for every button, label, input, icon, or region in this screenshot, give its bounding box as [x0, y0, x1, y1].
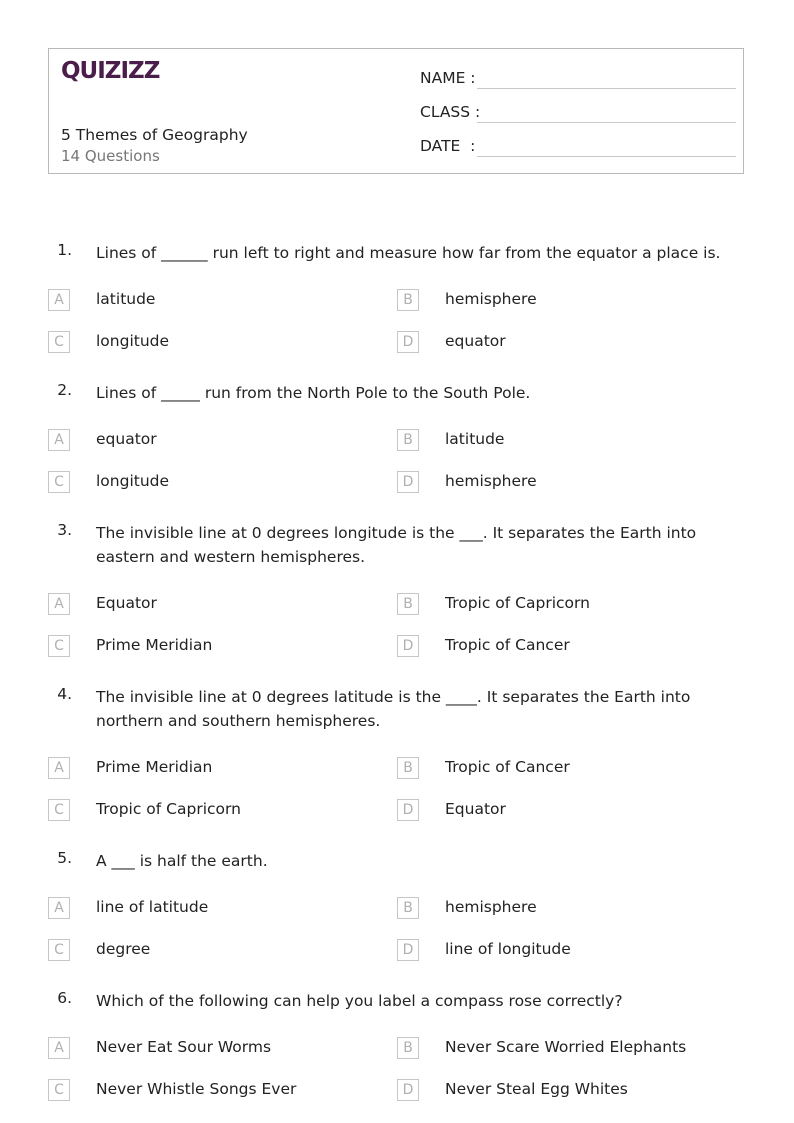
option-letter-a[interactable]: A: [48, 897, 70, 919]
option-letter-d[interactable]: D: [397, 799, 419, 821]
option-text-a[interactable]: line of latitude: [96, 898, 209, 916]
option-text-b[interactable]: hemisphere: [445, 290, 537, 308]
question-text: The invisible line at 0 degrees latitude is the ____. It separates the Earth into northern and southern hemispheres.: [96, 688, 691, 730]
date-label: DATE :: [420, 137, 476, 155]
option-text-b[interactable]: hemisphere: [445, 898, 537, 916]
date-line[interactable]: [477, 156, 736, 157]
option-text-b[interactable]: Tropic of Cancer: [445, 758, 570, 776]
option-text-a[interactable]: Never Eat Sour Worms: [96, 1038, 272, 1056]
option-text-c[interactable]: degree: [96, 940, 151, 958]
option-letter-c[interactable]: C: [48, 799, 70, 821]
class-line[interactable]: [477, 122, 736, 123]
option-letter-a[interactable]: A: [48, 757, 70, 779]
question-text: A ___ is half the earth.: [96, 852, 268, 870]
option-text-d[interactable]: Equator: [445, 800, 506, 818]
worksheet-header: [48, 48, 744, 174]
option-letter-b[interactable]: B: [397, 757, 419, 779]
question-text: Lines of _____ run from the North Pole to the South Pole.: [96, 384, 531, 402]
option-text-d[interactable]: hemisphere: [445, 472, 537, 490]
option-text-c[interactable]: longitude: [96, 332, 170, 350]
option-text-a[interactable]: latitude: [96, 290, 156, 308]
option-letter-a[interactable]: A: [48, 1037, 70, 1059]
option-letter-b[interactable]: B: [397, 429, 419, 451]
option-text-a[interactable]: Prime Meridian: [96, 758, 213, 776]
option-letter-c[interactable]: C: [48, 471, 70, 493]
question-text: The invisible line at 0 degrees longitude is the ___. It separates the Earth into eastern and western hemispheres.: [96, 524, 697, 566]
option-letter-c[interactable]: C: [48, 635, 70, 657]
option-text-c[interactable]: Tropic of Capricorn: [96, 800, 241, 818]
option-letter-c[interactable]: C: [48, 331, 70, 353]
name-label: NAME :: [420, 69, 476, 87]
date-field[interactable]: [420, 137, 735, 157]
option-text-b[interactable]: Tropic of Capricorn: [445, 594, 590, 612]
question-number: 5.: [57, 849, 72, 867]
option-letter-d[interactable]: D: [397, 471, 419, 493]
name-line[interactable]: [477, 88, 736, 89]
question-count: 14 Questions: [61, 147, 160, 165]
option-text-d[interactable]: line of longitude: [445, 940, 571, 958]
name-field[interactable]: [420, 69, 735, 89]
option-letter-d[interactable]: D: [397, 331, 419, 353]
question-text: Lines of ______ run left to right and measure how far from the equator a place is.: [96, 244, 721, 262]
option-letter-a[interactable]: A: [48, 429, 70, 451]
option-letter-b[interactable]: B: [397, 897, 419, 919]
question-number: 1.: [57, 241, 72, 259]
option-letter-d[interactable]: D: [397, 1079, 419, 1101]
option-text-b[interactable]: Never Scare Worried Elephants: [445, 1038, 687, 1056]
option-letter-c[interactable]: C: [48, 1079, 70, 1101]
option-text-d[interactable]: Never Steal Egg Whites: [445, 1080, 628, 1098]
question-number: 2.: [57, 381, 72, 399]
question-number: 3.: [57, 521, 72, 539]
option-text-c[interactable]: longitude: [96, 472, 170, 490]
option-text-b[interactable]: latitude: [445, 430, 505, 448]
option-text-a[interactable]: equator: [96, 430, 157, 448]
option-text-a[interactable]: Equator: [96, 594, 157, 612]
question-number: 6.: [57, 989, 72, 1007]
option-text-d[interactable]: equator: [445, 332, 506, 350]
option-letter-d[interactable]: D: [397, 939, 419, 961]
option-letter-a[interactable]: A: [48, 593, 70, 615]
option-letter-d[interactable]: D: [397, 635, 419, 657]
option-text-c[interactable]: Prime Meridian: [96, 636, 213, 654]
option-letter-c[interactable]: C: [48, 939, 70, 961]
class-label: CLASS :: [420, 103, 481, 121]
option-text-d[interactable]: Tropic of Cancer: [445, 636, 570, 654]
worksheet-title: 5 Themes of Geography: [61, 126, 248, 144]
question-number: 4.: [57, 685, 72, 703]
question-text: Which of the following can help you label a compass rose correctly?: [96, 992, 623, 1010]
option-letter-a[interactable]: A: [48, 289, 70, 311]
quizizz-logo: QUIZIZZ: [61, 58, 160, 84]
option-letter-b[interactable]: B: [397, 289, 419, 311]
class-field[interactable]: [420, 103, 735, 123]
option-letter-b[interactable]: B: [397, 593, 419, 615]
option-letter-b[interactable]: B: [397, 1037, 419, 1059]
option-text-c[interactable]: Never Whistle Songs Ever: [96, 1080, 297, 1098]
